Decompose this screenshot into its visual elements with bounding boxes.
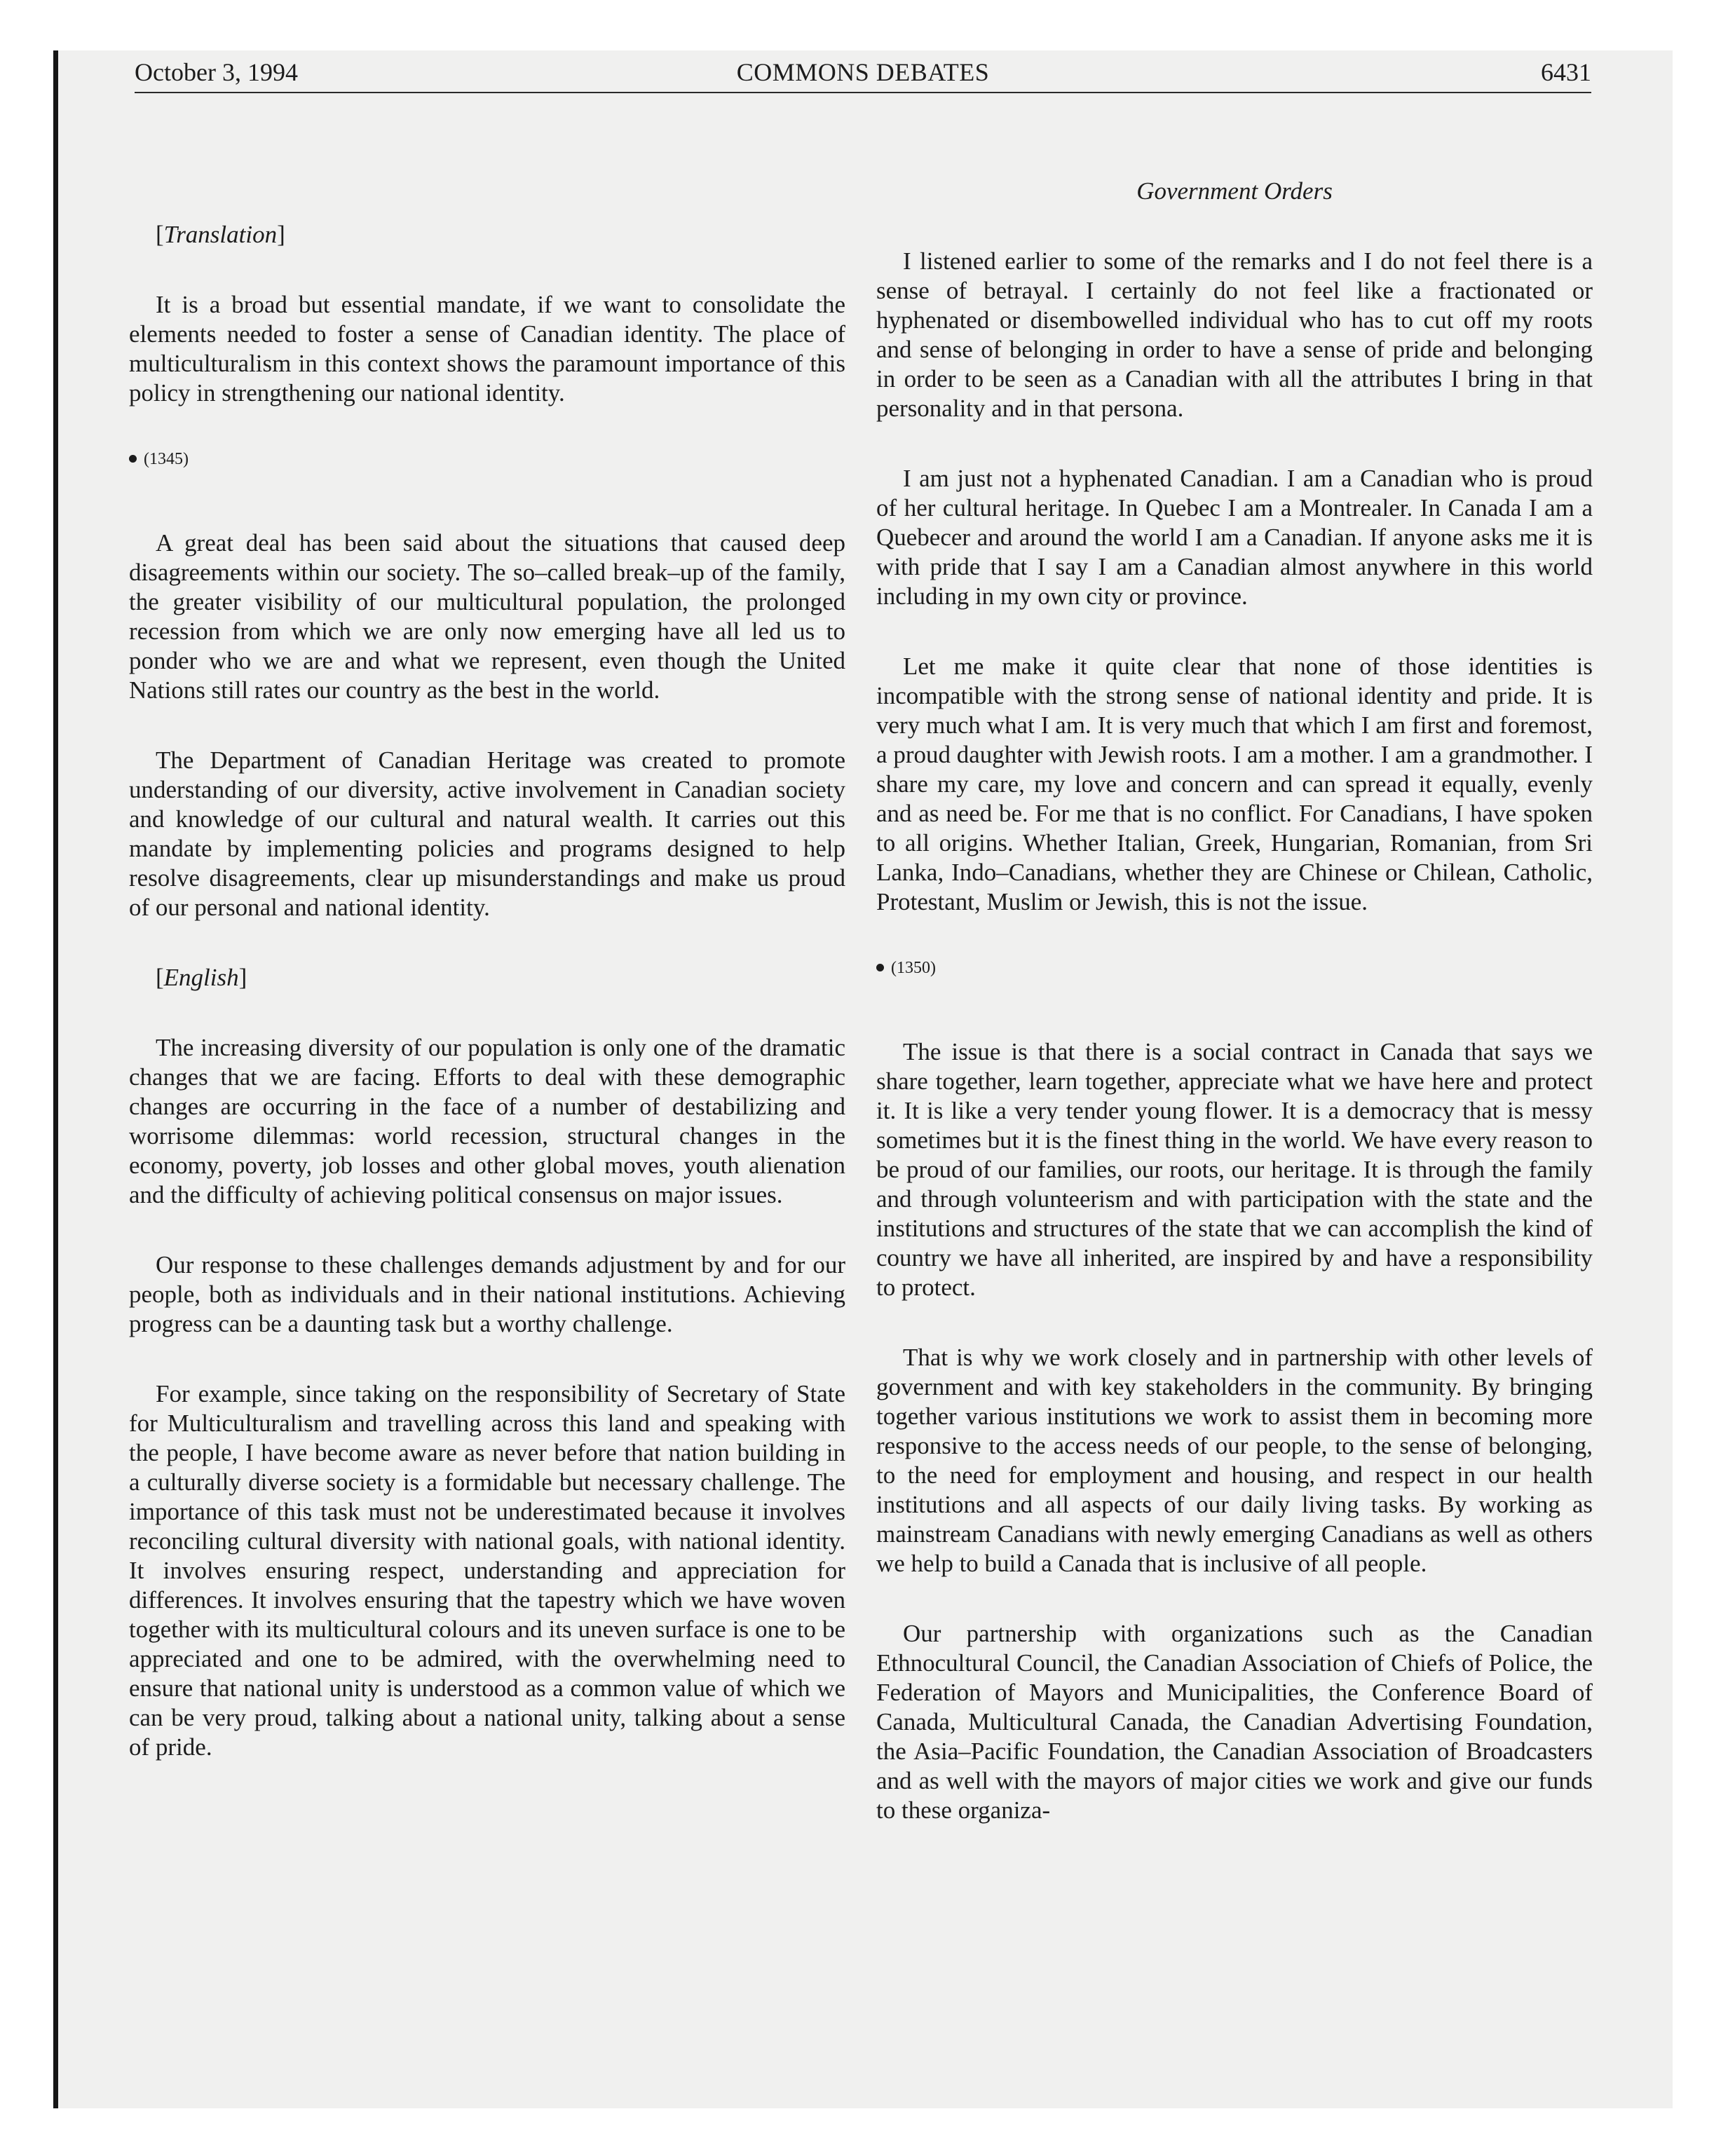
right-paragraph-2: I am just not a hyphenated Canadian. I am a Canadian who is proud of her cultural heritage. In Quebec I am a Montrealer. In Canada I am a Quebecer and around the world I am a Canadian. If anyone asks me it is with pride that I say I am a Canadian almost anywhere in this world including in my own city or province. xyxy=(876,465,1593,610)
time-marker-1345-text: (1345) xyxy=(144,450,189,468)
right-paragraph-5: That is why we work closely and in partnership with other levels of government and with key stakeholders in the community. By bringing together various institutions we work to assist them in becoming more responsive to the access needs of our people, to the sense of belonging, to the need for employment and housing, and respect in our health institutions and all aspects of our daily living tasks. By working as mainstream Canadians with newly emerging Canadians as well as others we help to build a Canada that is inclusive of all people. xyxy=(876,1344,1593,1577)
section-heading: Government Orders xyxy=(1136,177,1333,205)
binding-edge xyxy=(53,50,58,2108)
header-rule xyxy=(135,92,1591,93)
time-marker-1350 xyxy=(876,957,1593,978)
bullet-icon xyxy=(129,455,137,463)
right-paragraph-1: I listened earlier to some of the remarks and I do not feel there is a sense of betrayal. I certainly do not feel like a fractionated or hyphenated or disembowelled individual who has to cut off my roots and sense of belonging in order to have a sense of pride and belonging in order to be seen as a Canadian with all the attributes I bring in that personality and in that persona. xyxy=(876,247,1593,422)
left-paragraph-6: For example, since taking on the responsibility of Secretary of State for Multiculturalism and travelling across this land and speaking with the people, I have become aware as never before that nation building in a culturally diverse society is a formidable but necessary challenge. The importance of this task must not be underestimated because it involves reconciling cultural diversity with national goals, with national identity. It involves ensuring respect, understanding and appreciation for differences. It involves ensuring that the tapestry which we have woven together with its multicultural colours and its uneven surface is one to be appreciated and one to be admired, with the overwhelming need to ensure that national unity is understood as a common value of which we can be very proud, talking about a national unity, talking about a sense of pride. xyxy=(129,1380,845,1761)
right-paragraph-3: Let me make it quite clear that none of those identities is incompatible with the strong sense of national identity and pride. It is very much what I am. It is very much that which I am first and foremost, a proud daughter with Jewish roots. I am a mother. I am a grandmother. I share my care, my love and concern and can spread it equally, evenly and as need be. For me that is no conflict. For Canadians, I have spoken to all origins. Whether Italian, Greek, Hungarian, Romanian, from Sri Lanka, Indo–Canadians, whether they are Chinese or Chilean, Catholic, Protestant, Muslim or Jewish, this is not the issue. xyxy=(876,653,1593,915)
right-paragraph-6: Our partnership with organizations such as the Canadian Ethnocultural Council, the Canadian Association of Chiefs of Police, the Federation of Mayors and Municipalities, the Conference Board of Canada, Multicultural Canada, the Canadian Advertising Foundation, the Asia–Pacific Foundation, the Canadian Association of Broadcasters and as well with the mayors of major cities we work and give our funds to these organiza- xyxy=(876,1620,1593,1824)
time-marker-1345 xyxy=(129,449,845,470)
left-paragraph-3: The Department of Canadian Heritage was created to promote understanding of our diversity, active involvement in Canadian society and knowledge of our cultural and natural wealth. It carries out this mandate by implementing policies and programs designed to help resolve disagreements, clear up misunderstandings and make us proud of our personal and national identity. xyxy=(129,746,845,921)
right-paragraph-4: The issue is that there is a social contract in Canada that says we share together, learn together, appreciate what we have here and protect it. It is like a very tender young flower. It is a democracy that is messy sometimes but it is the finest thing in the world. We have every reason to be proud of our families, our roots, our heritage. It is through the family and through volunteerism and with participation with the state and the institutions and structures of the state that we can accomplish the kind of country we have all inherited, are inspired by and have a responsibility to protect. xyxy=(876,1038,1593,1301)
translation-label: [Translation] xyxy=(156,221,285,248)
time-marker-1350-text: (1350) xyxy=(891,959,936,977)
translation-label-text: Translation xyxy=(163,221,278,248)
left-column xyxy=(129,107,845,1803)
left-paragraph-5: Our response to these challenges demands adjustment by and for our people, both as individuals and in their national institutions. Achieving progress can be a daunting task but a worthy challenge. xyxy=(129,1251,845,1337)
english-label-text: English xyxy=(163,964,239,991)
left-paragraph-4: The increasing diversity of our population is only one of the dramatic changes that we are facing. Efforts to deal with these demographic changes are occurring in the face of a number of destabilizing and worrisome dilemmas: world recession, structural changes in the economy, poverty, job losses and other global moves, youth alienation and the difficulty of achieving political consensus on major issues. xyxy=(129,1034,845,1208)
bullet-icon xyxy=(876,964,884,971)
left-paragraph-2: A great deal has been said about the situations that caused deep disagreements within our society. The so–called break–up of the family, the greater visibility of our multicultural population, the prolonged recession from which we are only now emerging have all led us to ponder who we are and what we represent, even though the United Nations still rates our country as the best in the world. xyxy=(129,529,845,704)
header-date: October 3, 1994 xyxy=(135,58,298,86)
header-publication: COMMONS DEBATES xyxy=(736,58,990,86)
left-paragraph-1: It is a broad but essential mandate, if we want to consolidate the elements needed to foster a sense of Canadian identity. The place of multiculturalism in this context shows the paramount importance of this policy in strengthening our national identity. xyxy=(129,291,845,407)
page-header xyxy=(135,55,1591,90)
right-column xyxy=(876,107,1593,1866)
header-page-number: 6431 xyxy=(1541,58,1591,86)
english-label: [English] xyxy=(156,964,247,991)
